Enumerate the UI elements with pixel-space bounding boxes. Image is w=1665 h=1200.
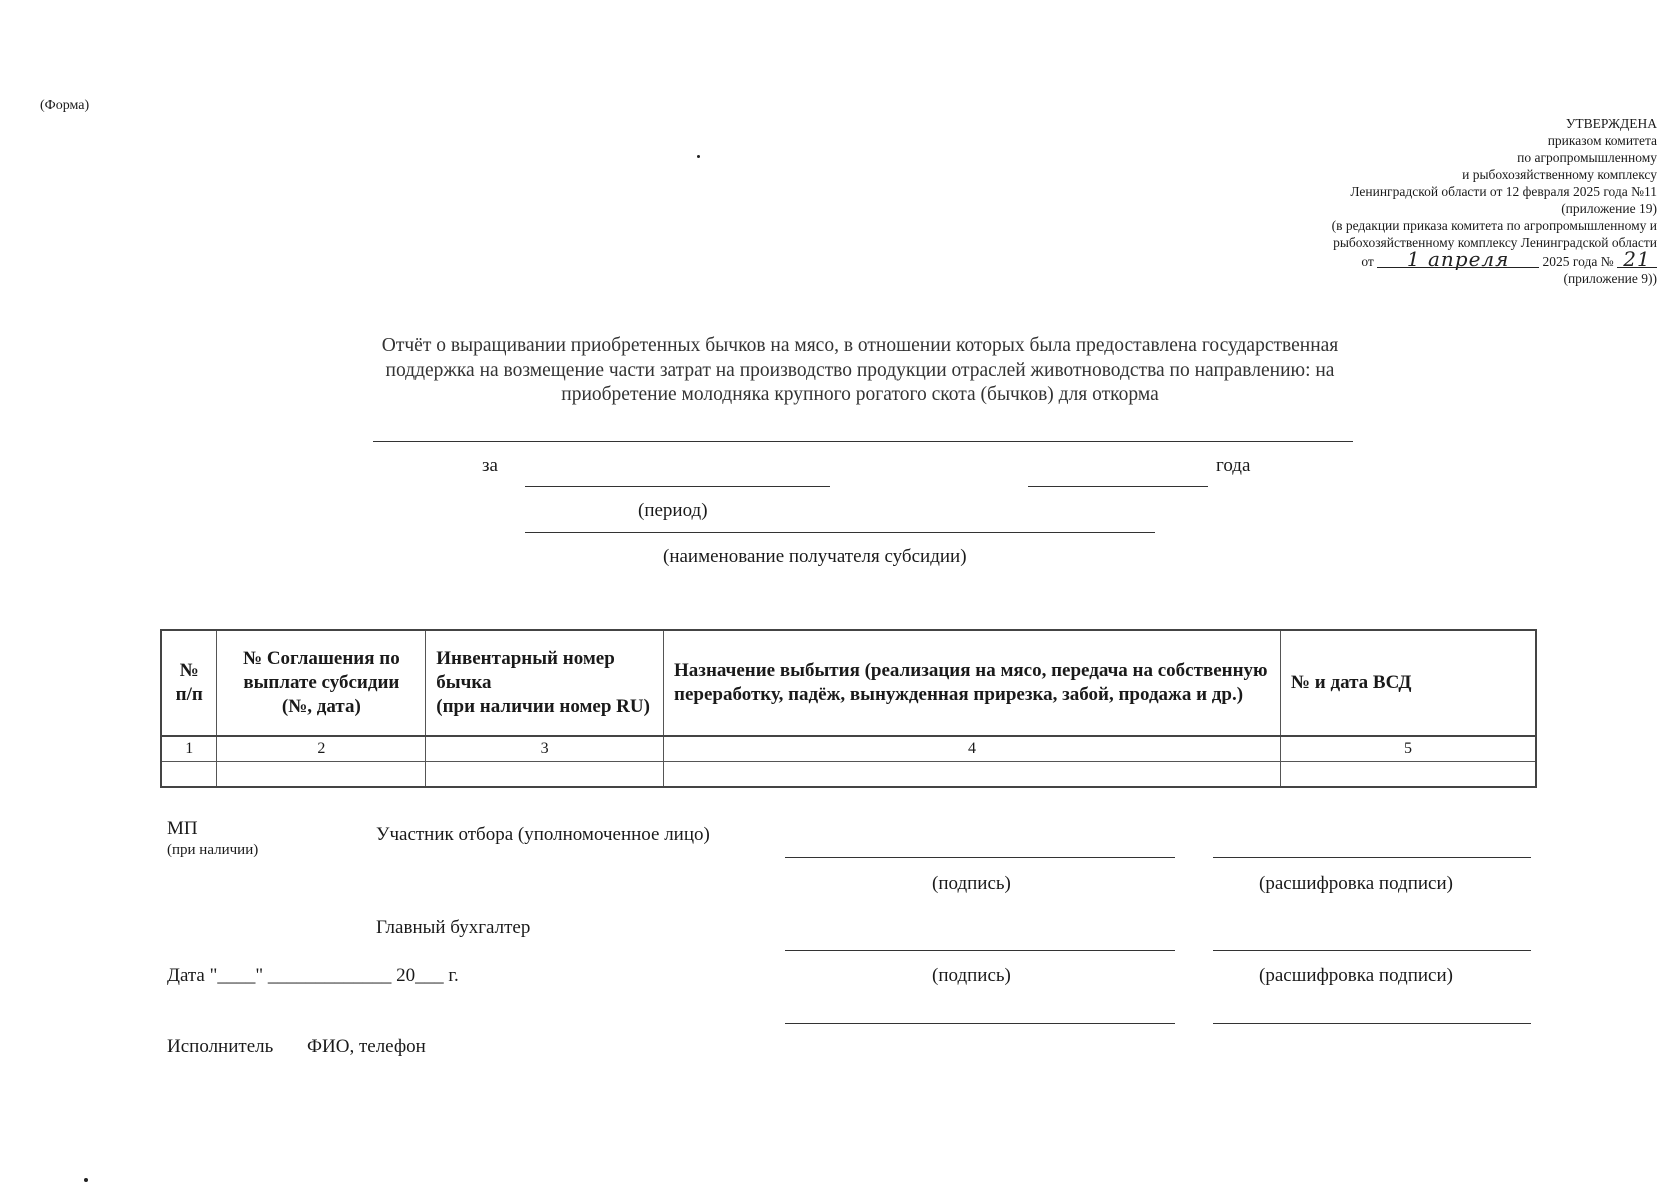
approval-line: рыбохозяйственному комплексу Ленинградской области: [1333, 235, 1657, 250]
report-title: Отчёт о выращивании приобретенных бычков на мясо, в отношении которых была предоставлена государственная поддержка на возмещение части затрат на производство продукции отраслей животноводства по направлению: на приобретение молодняка крупного рогатого скота (бычков) для откорма: [381, 335, 1339, 405]
table-header-row: [161, 630, 1536, 736]
approval-line: (в редакции приказа комитета по агропромышленному и: [1331, 218, 1657, 233]
table-cell[interactable]: [664, 762, 1281, 788]
table-cell[interactable]: [217, 762, 426, 788]
extra-decode-line[interactable]: [1213, 1023, 1531, 1024]
year-suffix: года: [1216, 455, 1251, 476]
approval-line: и рыбохозяйственному комплексу: [1462, 167, 1657, 182]
participant-decode-line[interactable]: [1213, 857, 1531, 858]
chief-accountant-label: Главный бухгалтер: [376, 917, 531, 938]
year-field-line[interactable]: [1028, 486, 1208, 487]
header-disposal-purpose: Назначение выбытия (реализация на мясо, передача на собственную переработку, падёж, вынужденная прирезка, забой, продажа и др.): [664, 630, 1281, 736]
approval-year: 2025 года: [1542, 254, 1598, 269]
table-cell[interactable]: [161, 762, 217, 788]
header-vsd: № и дата ВСД: [1280, 630, 1536, 736]
approval-appendix: (приложение 9)): [1563, 271, 1657, 286]
date-line: Дата "____" _____________ 20___ г.: [167, 965, 459, 986]
approval-line: приказом комитета: [1547, 133, 1657, 148]
approval-line: (приложение 19): [1561, 201, 1657, 216]
stamp-place-note: (при наличии): [167, 842, 259, 858]
scan-speck: [84, 1178, 88, 1182]
participant-signature-line[interactable]: [785, 857, 1175, 858]
signature-caption: (подпись): [932, 873, 1011, 894]
approval-from: от: [1361, 254, 1374, 269]
approval-number-prefix: №: [1600, 254, 1614, 269]
report-table: [160, 629, 1537, 788]
column-number: 3: [426, 736, 664, 762]
table-column-numbers: [161, 736, 1536, 762]
approval-line: Ленинградской области от 12 февраля 2025 года №11: [1350, 184, 1657, 199]
decode-caption: (расшифровка подписи): [1259, 873, 1453, 894]
handwritten-date: 1 апреля: [1377, 251, 1539, 268]
accountant-decode-line[interactable]: [1213, 950, 1531, 951]
signature-caption: (подпись): [932, 965, 1011, 986]
form-label: (Форма): [40, 98, 90, 113]
column-number: 2: [217, 736, 426, 762]
period-prefix: за: [482, 455, 498, 476]
table-cell[interactable]: [426, 762, 664, 788]
header-agreement: № Соглашения по выплате субсидии (№, дата): [217, 630, 426, 736]
participant-label: Участник отбора (уполномоченное лицо): [376, 824, 710, 845]
decode-caption: (расшифровка подписи): [1259, 965, 1453, 986]
recipient-field-line[interactable]: [525, 532, 1155, 533]
accountant-signature-line[interactable]: [785, 950, 1175, 951]
table-cell[interactable]: [1280, 762, 1536, 788]
extra-signature-line[interactable]: [785, 1023, 1175, 1024]
column-number: 4: [664, 736, 1281, 762]
table-row: [161, 762, 1536, 788]
executor-label: Исполнитель: [167, 1036, 274, 1057]
approval-line: УТВЕРЖДЕНА: [1565, 116, 1657, 131]
approval-date-line: [1237, 247, 1657, 271]
period-field-line[interactable]: [525, 486, 830, 487]
executor-fields: ФИО, телефон: [307, 1036, 426, 1057]
stamp-place: МП: [167, 818, 198, 839]
recipient-caption: (наименование получателя субсидии): [663, 546, 967, 567]
header-inventory-number: Инвентарный номер бычка (при наличии номер RU): [426, 630, 664, 736]
title-underline: [373, 441, 1353, 442]
column-number: 5: [1280, 736, 1536, 762]
handwritten-number: 21: [1617, 251, 1657, 268]
column-number: 1: [161, 736, 217, 762]
approval-stamp: [1237, 115, 1657, 287]
scan-speck: [697, 155, 700, 158]
approval-line: по агропромышленному: [1517, 150, 1657, 165]
period-caption: (период): [638, 500, 708, 521]
header-index: № п/п: [161, 630, 217, 736]
